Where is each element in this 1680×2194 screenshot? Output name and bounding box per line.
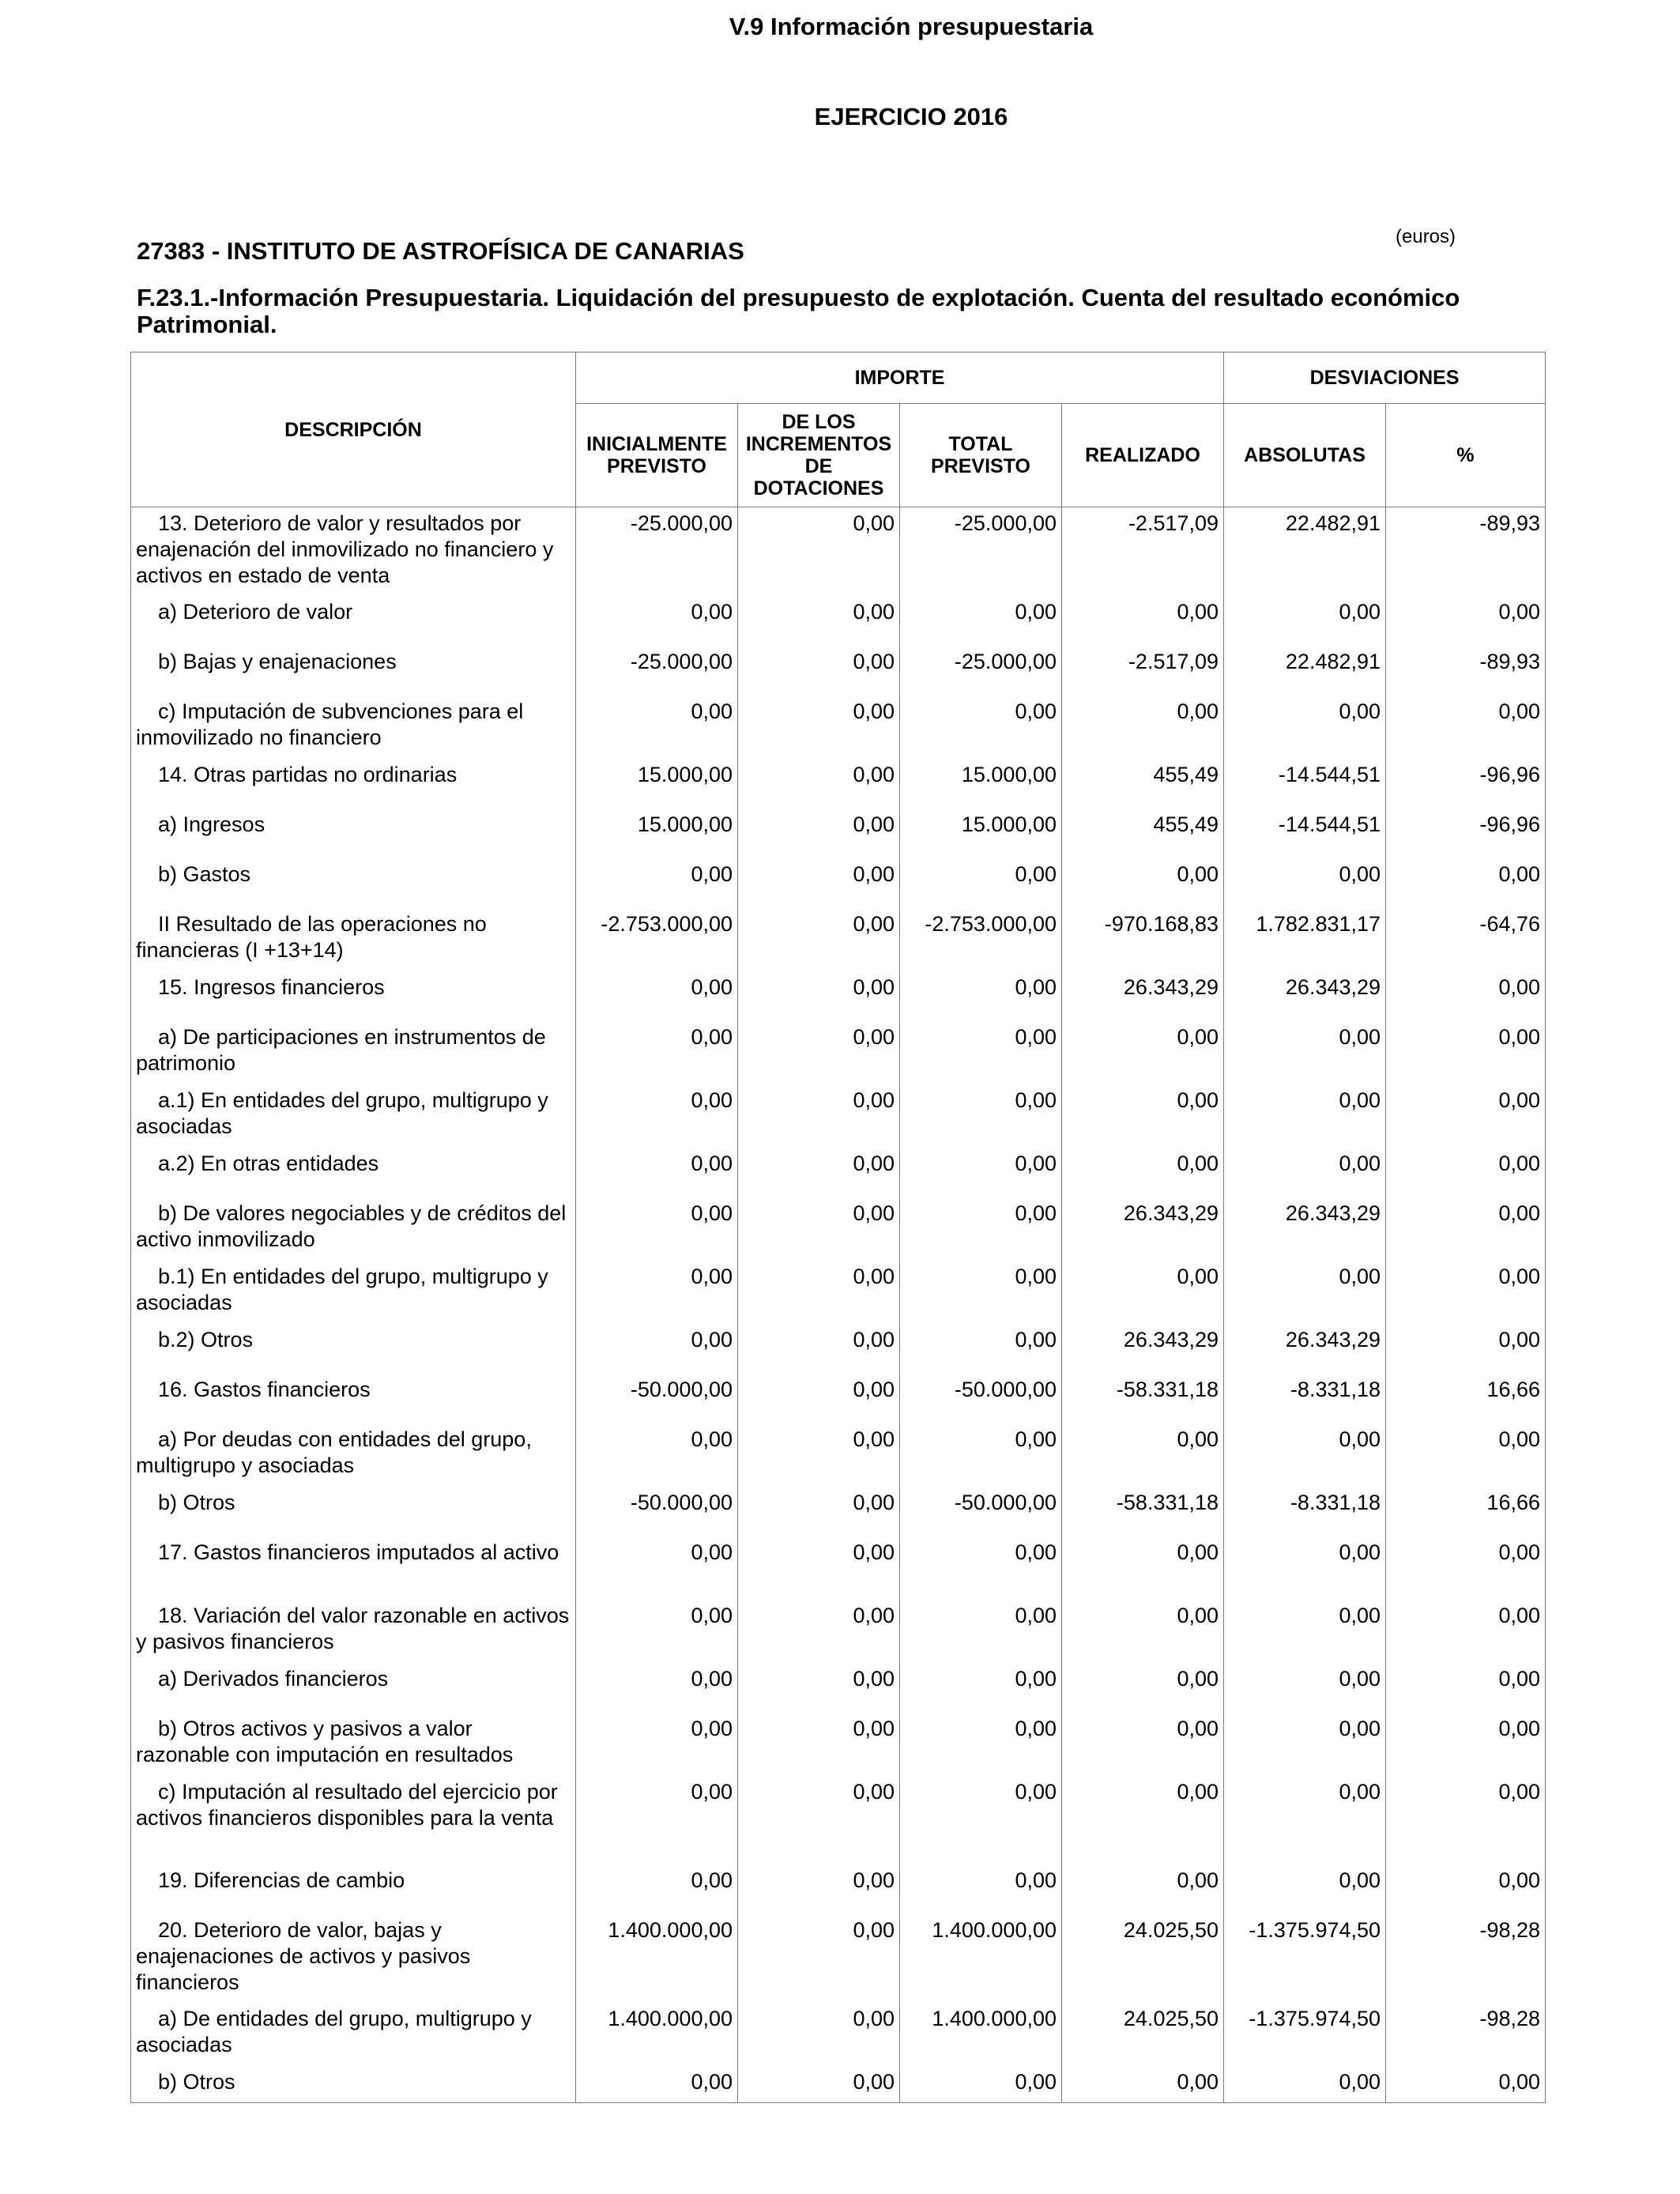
cell-realizado: 0,00 <box>1062 596 1224 646</box>
cell-absolutas: 22.482,91 <box>1224 507 1386 597</box>
cell-absolutas: 0,00 <box>1224 1423 1386 1487</box>
table-row <box>131 1261 1546 1324</box>
cell-inicialmente-previsto: 15.000,00 <box>576 809 738 858</box>
table-row <box>131 696 1546 759</box>
cell-absolutas: 0,00 <box>1224 1148 1386 1197</box>
budget-table <box>130 352 1546 2103</box>
table-row <box>131 809 1546 858</box>
header-porcentaje: % <box>1386 404 1546 507</box>
row-description-text: b) Otros activos y pasivos a valor razonable con imputación en resultados <box>136 1717 514 1766</box>
cell-realizado: 0,00 <box>1062 1423 1224 1487</box>
cell-absolutas: 0,00 <box>1224 1864 1386 1914</box>
row-description-text: 18. Variación del valor razonable en activos y pasivos financieros <box>136 1604 570 1653</box>
cell-total-previsto: 0,00 <box>900 1148 1062 1197</box>
header-desviaciones: DESVIACIONES <box>1224 352 1546 404</box>
cell-realizado: -58.331,18 <box>1062 1487 1224 1536</box>
cell-incrementos-dotaciones: 0,00 <box>738 1148 900 1197</box>
cell-total-previsto: -50.000,00 <box>900 1487 1062 1536</box>
organization-title: 27383 - INSTITUTO DE ASTROFÍSICA DE CANARIAS <box>137 237 744 265</box>
cell-realizado: 0,00 <box>1062 1663 1224 1713</box>
cell-incrementos-dotaciones: 0,00 <box>738 1324 900 1374</box>
row-description-text: b.2) Otros <box>158 1328 254 1351</box>
row-description <box>131 1776 576 1864</box>
cell-porcentaje: 0,00 <box>1386 596 1546 646</box>
cell-total-previsto: -2.753.000,00 <box>900 908 1062 971</box>
row-description-text: b) Otros <box>158 1491 235 1514</box>
cell-absolutas: 22.482,91 <box>1224 646 1386 696</box>
cell-total-previsto: 0,00 <box>900 2066 1062 2103</box>
table-body <box>131 507 1546 2103</box>
table-row <box>131 1148 1546 1197</box>
cell-porcentaje: -98,28 <box>1386 1914 1546 2003</box>
row-description <box>131 1536 576 1600</box>
cell-realizado: 0,00 <box>1062 1261 1224 1324</box>
cell-absolutas: 0,00 <box>1224 2066 1386 2103</box>
cell-incrementos-dotaciones: 0,00 <box>738 1021 900 1084</box>
cell-inicialmente-previsto: -50.000,00 <box>576 1374 738 1423</box>
cell-inicialmente-previsto: 0,00 <box>576 1713 738 1776</box>
row-description-text: II Resultado de las operaciones no financieras (I +13+14) <box>136 912 487 962</box>
table-row <box>131 1536 1546 1600</box>
cell-realizado: 24.025,50 <box>1062 2003 1224 2066</box>
cell-porcentaje: 0,00 <box>1386 1423 1546 1487</box>
cell-porcentaje: 0,00 <box>1386 1663 1546 1713</box>
cell-total-previsto: 0,00 <box>900 1084 1062 1148</box>
cell-porcentaje: -89,93 <box>1386 646 1546 696</box>
row-description <box>131 1713 576 1776</box>
row-description <box>131 809 576 858</box>
row-description <box>131 1148 576 1197</box>
cell-incrementos-dotaciones: 0,00 <box>738 1084 900 1148</box>
cell-realizado: 0,00 <box>1062 1021 1224 1084</box>
row-description <box>131 759 576 809</box>
cell-realizado: 26.343,29 <box>1062 1324 1224 1374</box>
row-description-text: 19. Diferencias de cambio <box>158 1868 405 1892</box>
cell-incrementos-dotaciones: 0,00 <box>738 971 900 1021</box>
cell-absolutas: -1.375.974,50 <box>1224 1914 1386 2003</box>
header-absolutas: ABSOLUTAS <box>1224 404 1386 507</box>
cell-porcentaje: -98,28 <box>1386 2003 1546 2066</box>
cell-porcentaje: 0,00 <box>1386 1148 1546 1197</box>
table-row <box>131 1021 1546 1084</box>
row-description-text: c) Imputación al resultado del ejercicio por activos financieros disponibles para la venta <box>136 1780 558 1830</box>
row-description <box>131 507 576 597</box>
cell-absolutas: 0,00 <box>1224 1713 1386 1776</box>
section-title: V.9 Información presupuestaria <box>729 13 1094 40</box>
table-row <box>131 908 1546 971</box>
cell-absolutas: -1.375.974,50 <box>1224 2003 1386 2066</box>
table-row <box>131 1914 1546 2003</box>
table-row <box>131 1324 1546 1374</box>
cell-absolutas: 0,00 <box>1224 1776 1386 1864</box>
cell-total-previsto: 0,00 <box>900 1663 1062 1713</box>
cell-inicialmente-previsto: 0,00 <box>576 1197 738 1261</box>
cell-porcentaje: 0,00 <box>1386 1324 1546 1374</box>
cell-porcentaje: 16,66 <box>1386 1487 1546 1536</box>
row-description-text: a) Deterioro de valor <box>158 600 353 624</box>
header-importe: IMPORTE <box>576 352 1224 404</box>
row-description <box>131 1324 576 1374</box>
cell-porcentaje: 0,00 <box>1386 2066 1546 2103</box>
cell-total-previsto: 0,00 <box>900 1261 1062 1324</box>
row-description <box>131 908 576 971</box>
table-row <box>131 1663 1546 1713</box>
cell-realizado: -2.517,09 <box>1062 646 1224 696</box>
cell-porcentaje: 0,00 <box>1386 1600 1546 1663</box>
cell-realizado: 26.343,29 <box>1062 971 1224 1021</box>
cell-inicialmente-previsto: 1.400.000,00 <box>576 2003 738 2066</box>
cell-absolutas: 0,00 <box>1224 1536 1386 1600</box>
row-description <box>131 696 576 759</box>
units-label: (euros) <box>1396 226 1456 247</box>
cell-realizado: 26.343,29 <box>1062 1197 1224 1261</box>
row-description-text: 20. Deterioro de valor, bajas y enajenaciones de activos y pasivos financieros <box>136 1918 471 1994</box>
cell-absolutas: 0,00 <box>1224 1261 1386 1324</box>
cell-incrementos-dotaciones: 0,00 <box>738 858 900 908</box>
table-row <box>131 646 1546 696</box>
cell-porcentaje: 0,00 <box>1386 971 1546 1021</box>
cell-absolutas: 26.343,29 <box>1224 1324 1386 1374</box>
cell-incrementos-dotaciones: 0,00 <box>738 2066 900 2103</box>
cell-porcentaje: 0,00 <box>1386 1776 1546 1864</box>
cell-incrementos-dotaciones: 0,00 <box>738 1197 900 1261</box>
row-description-text: 16. Gastos financieros <box>158 1378 371 1401</box>
cell-inicialmente-previsto: 0,00 <box>576 1084 738 1148</box>
cell-total-previsto: 0,00 <box>900 858 1062 908</box>
cell-inicialmente-previsto: 0,00 <box>576 1536 738 1600</box>
cell-absolutas: 0,00 <box>1224 1600 1386 1663</box>
cell-absolutas: 0,00 <box>1224 1663 1386 1713</box>
cell-total-previsto: 0,00 <box>900 1713 1062 1776</box>
cell-absolutas: -14.544,51 <box>1224 809 1386 858</box>
cell-absolutas: 0,00 <box>1224 858 1386 908</box>
row-description <box>131 1374 576 1423</box>
cell-inicialmente-previsto: 0,00 <box>576 1663 738 1713</box>
cell-incrementos-dotaciones: 0,00 <box>738 1914 900 2003</box>
row-description-text: 14. Otras partidas no ordinarias <box>158 763 458 786</box>
row-description-text: b) De valores negociables y de créditos del activo inmovilizado <box>136 1201 567 1251</box>
table-row <box>131 2003 1546 2066</box>
cell-porcentaje: 0,00 <box>1386 858 1546 908</box>
row-description-text: c) Imputación de subvenciones para el inmovilizado no financiero <box>136 699 524 749</box>
table-row <box>131 1197 1546 1261</box>
cell-inicialmente-previsto: 0,00 <box>576 1423 738 1487</box>
cell-absolutas: -14.544,51 <box>1224 759 1386 809</box>
cell-realizado: 0,00 <box>1062 1776 1224 1864</box>
row-description <box>131 858 576 908</box>
row-description <box>131 2003 576 2066</box>
cell-porcentaje: 16,66 <box>1386 1374 1546 1423</box>
row-description <box>131 596 576 646</box>
row-description <box>131 1487 576 1536</box>
cell-inicialmente-previsto: -2.753.000,00 <box>576 908 738 971</box>
cell-realizado: 0,00 <box>1062 2066 1224 2103</box>
row-description <box>131 1423 576 1487</box>
cell-total-previsto: -25.000,00 <box>900 646 1062 696</box>
cell-inicialmente-previsto: 0,00 <box>576 2066 738 2103</box>
row-description-text: b) Gastos <box>158 862 251 886</box>
row-description <box>131 1864 576 1914</box>
row-description <box>131 2066 576 2103</box>
cell-porcentaje: 0,00 <box>1386 1536 1546 1600</box>
cell-absolutas: 0,00 <box>1224 696 1386 759</box>
cell-inicialmente-previsto: 0,00 <box>576 1261 738 1324</box>
cell-absolutas: 0,00 <box>1224 1021 1386 1084</box>
cell-absolutas: 1.782.831,17 <box>1224 908 1386 971</box>
row-description-text: b) Bajas y enajenaciones <box>158 650 397 673</box>
cell-incrementos-dotaciones: 0,00 <box>738 1776 900 1864</box>
row-description <box>131 1914 576 2003</box>
cell-incrementos-dotaciones: 0,00 <box>738 1600 900 1663</box>
cell-total-previsto: 0,00 <box>900 971 1062 1021</box>
cell-realizado: 455,49 <box>1062 759 1224 809</box>
cell-realizado: 0,00 <box>1062 1536 1224 1600</box>
cell-total-previsto: 0,00 <box>900 1021 1062 1084</box>
cell-realizado: 0,00 <box>1062 1713 1224 1776</box>
cell-absolutas: 0,00 <box>1224 596 1386 646</box>
cell-incrementos-dotaciones: 0,00 <box>738 1713 900 1776</box>
cell-inicialmente-previsto: 0,00 <box>576 1600 738 1663</box>
cell-total-previsto: 1.400.000,00 <box>900 2003 1062 2066</box>
cell-absolutas: 26.343,29 <box>1224 1197 1386 1261</box>
row-description <box>131 1197 576 1261</box>
cell-incrementos-dotaciones: 0,00 <box>738 646 900 696</box>
table-row <box>131 858 1546 908</box>
cell-incrementos-dotaciones: 0,00 <box>738 1487 900 1536</box>
cell-total-previsto: -25.000,00 <box>900 507 1062 597</box>
cell-absolutas: -8.331,18 <box>1224 1487 1386 1536</box>
header-incrementos-dotaciones: DE LOS INCREMENTOS DE DOTACIONES <box>738 404 900 507</box>
cell-incrementos-dotaciones: 0,00 <box>738 1536 900 1600</box>
cell-realizado: 0,00 <box>1062 1084 1224 1148</box>
row-description-text: a) Derivados financieros <box>158 1667 389 1691</box>
cell-realizado: 455,49 <box>1062 809 1224 858</box>
cell-total-previsto: 0,00 <box>900 1197 1062 1261</box>
row-description <box>131 1663 576 1713</box>
cell-realizado: -2.517,09 <box>1062 507 1224 597</box>
cell-incrementos-dotaciones: 0,00 <box>738 2003 900 2066</box>
cell-incrementos-dotaciones: 0,00 <box>738 696 900 759</box>
table-row <box>131 1423 1546 1487</box>
cell-total-previsto: 0,00 <box>900 1324 1062 1374</box>
table-row <box>131 1084 1546 1148</box>
cell-porcentaje: 0,00 <box>1386 696 1546 759</box>
cell-incrementos-dotaciones: 0,00 <box>738 1261 900 1324</box>
cell-porcentaje: -89,93 <box>1386 507 1546 597</box>
row-description <box>131 1021 576 1084</box>
cell-incrementos-dotaciones: 0,00 <box>738 1663 900 1713</box>
cell-realizado: 0,00 <box>1062 1148 1224 1197</box>
row-description-text: a) De participaciones en instrumentos de patrimonio <box>136 1025 546 1075</box>
cell-porcentaje: 0,00 <box>1386 1864 1546 1914</box>
cell-absolutas: 0,00 <box>1224 1084 1386 1148</box>
header-inicialmente-previsto: INICIALMENTE PREVISTO <box>576 404 738 507</box>
cell-incrementos-dotaciones: 0,00 <box>738 1374 900 1423</box>
table-row <box>131 1776 1546 1864</box>
cell-inicialmente-previsto: 0,00 <box>576 858 738 908</box>
cell-absolutas: 26.343,29 <box>1224 971 1386 1021</box>
row-description-text: 17. Gastos financieros imputados al activo <box>158 1540 559 1564</box>
cell-realizado: -58.331,18 <box>1062 1374 1224 1423</box>
header-total-previsto: TOTAL PREVISTO <box>900 404 1062 507</box>
cell-incrementos-dotaciones: 0,00 <box>738 759 900 809</box>
cell-inicialmente-previsto: 0,00 <box>576 1148 738 1197</box>
cell-porcentaje: -96,96 <box>1386 759 1546 809</box>
row-description-text: b) Otros <box>158 2070 235 2094</box>
cell-porcentaje: 0,00 <box>1386 1021 1546 1084</box>
cell-incrementos-dotaciones: 0,00 <box>738 596 900 646</box>
cell-total-previsto: 15.000,00 <box>900 809 1062 858</box>
cell-porcentaje: -96,96 <box>1386 809 1546 858</box>
row-description-text: a.1) En entidades del grupo, multigrupo y asociadas <box>136 1088 548 1138</box>
cell-porcentaje: 0,00 <box>1386 1084 1546 1148</box>
cell-inicialmente-previsto: 0,00 <box>576 971 738 1021</box>
cell-porcentaje: -64,76 <box>1386 908 1546 971</box>
cell-incrementos-dotaciones: 0,00 <box>738 1423 900 1487</box>
cell-inicialmente-previsto: 1.400.000,00 <box>576 1914 738 2003</box>
cell-inicialmente-previsto: 0,00 <box>576 1021 738 1084</box>
row-description-text: 13. Deterioro de valor y resultados por enajenación del inmovilizado no financiero y activos en estado de venta <box>136 511 554 587</box>
row-description <box>131 1261 576 1324</box>
cell-absolutas: -8.331,18 <box>1224 1374 1386 1423</box>
cell-inicialmente-previsto: 0,00 <box>576 1776 738 1864</box>
row-description <box>131 1084 576 1148</box>
table-row <box>131 1487 1546 1536</box>
cell-porcentaje: 0,00 <box>1386 1713 1546 1776</box>
table-row <box>131 759 1546 809</box>
row-description-text: a) Ingresos <box>158 812 266 836</box>
cell-realizado: 24.025,50 <box>1062 1914 1224 2003</box>
cell-incrementos-dotaciones: 0,00 <box>738 1864 900 1914</box>
cell-total-previsto: 0,00 <box>900 1536 1062 1600</box>
cell-total-previsto: -50.000,00 <box>900 1374 1062 1423</box>
cell-inicialmente-previsto: -50.000,00 <box>576 1487 738 1536</box>
row-description <box>131 646 576 696</box>
report-title: F.23.1.-Información Presupuestaria. Liquidación del presupuesto de explotación. Cuenta del resultado económico Patrimonial. <box>137 284 1460 338</box>
cell-total-previsto: 0,00 <box>900 1423 1062 1487</box>
cell-inicialmente-previsto: 0,00 <box>576 696 738 759</box>
row-description <box>131 1600 576 1663</box>
row-description <box>131 971 576 1021</box>
row-description-text: b.1) En entidades del grupo, multigrupo y asociadas <box>136 1265 548 1314</box>
table-row <box>131 507 1546 597</box>
cell-incrementos-dotaciones: 0,00 <box>738 809 900 858</box>
cell-realizado: 0,00 <box>1062 1600 1224 1663</box>
cell-inicialmente-previsto: -25.000,00 <box>576 507 738 597</box>
table-row <box>131 1374 1546 1423</box>
cell-inicialmente-previsto: -25.000,00 <box>576 646 738 696</box>
cell-total-previsto: 0,00 <box>900 1864 1062 1914</box>
row-description-text: a) Por deudas con entidades del grupo, multigrupo y asociadas <box>136 1427 532 1477</box>
cell-total-previsto: 1.400.000,00 <box>900 1914 1062 2003</box>
row-description-text: a.2) En otras entidades <box>158 1152 379 1175</box>
table-row <box>131 1864 1546 1914</box>
cell-porcentaje: 0,00 <box>1386 1197 1546 1261</box>
table-row <box>131 1600 1546 1663</box>
table-row <box>131 596 1546 646</box>
cell-total-previsto: 0,00 <box>900 696 1062 759</box>
table-row <box>131 971 1546 1021</box>
table-row <box>131 1713 1546 1776</box>
cell-inicialmente-previsto: 15.000,00 <box>576 759 738 809</box>
cell-porcentaje: 0,00 <box>1386 1261 1546 1324</box>
cell-realizado: -970.168,83 <box>1062 908 1224 971</box>
cell-inicialmente-previsto: 0,00 <box>576 1864 738 1914</box>
cell-total-previsto: 0,00 <box>900 1776 1062 1864</box>
cell-total-previsto: 15.000,00 <box>900 759 1062 809</box>
cell-inicialmente-previsto: 0,00 <box>576 1324 738 1374</box>
cell-realizado: 0,00 <box>1062 1864 1224 1914</box>
row-description-text: 15. Ingresos financieros <box>158 975 385 999</box>
cell-realizado: 0,00 <box>1062 696 1224 759</box>
row-description-text: a) De entidades del grupo, multigrupo y asociadas <box>136 2007 532 2056</box>
cell-inicialmente-previsto: 0,00 <box>576 596 738 646</box>
cell-realizado: 0,00 <box>1062 858 1224 908</box>
cell-total-previsto: 0,00 <box>900 1600 1062 1663</box>
cell-incrementos-dotaciones: 0,00 <box>738 507 900 597</box>
cell-total-previsto: 0,00 <box>900 596 1062 646</box>
year-title: EJERCICIO 2016 <box>814 103 1008 130</box>
table-row <box>131 2066 1546 2103</box>
cell-incrementos-dotaciones: 0,00 <box>738 908 900 971</box>
header-descripcion: DESCRIPCIÓN <box>131 352 576 507</box>
header-realizado: REALIZADO <box>1062 404 1224 507</box>
